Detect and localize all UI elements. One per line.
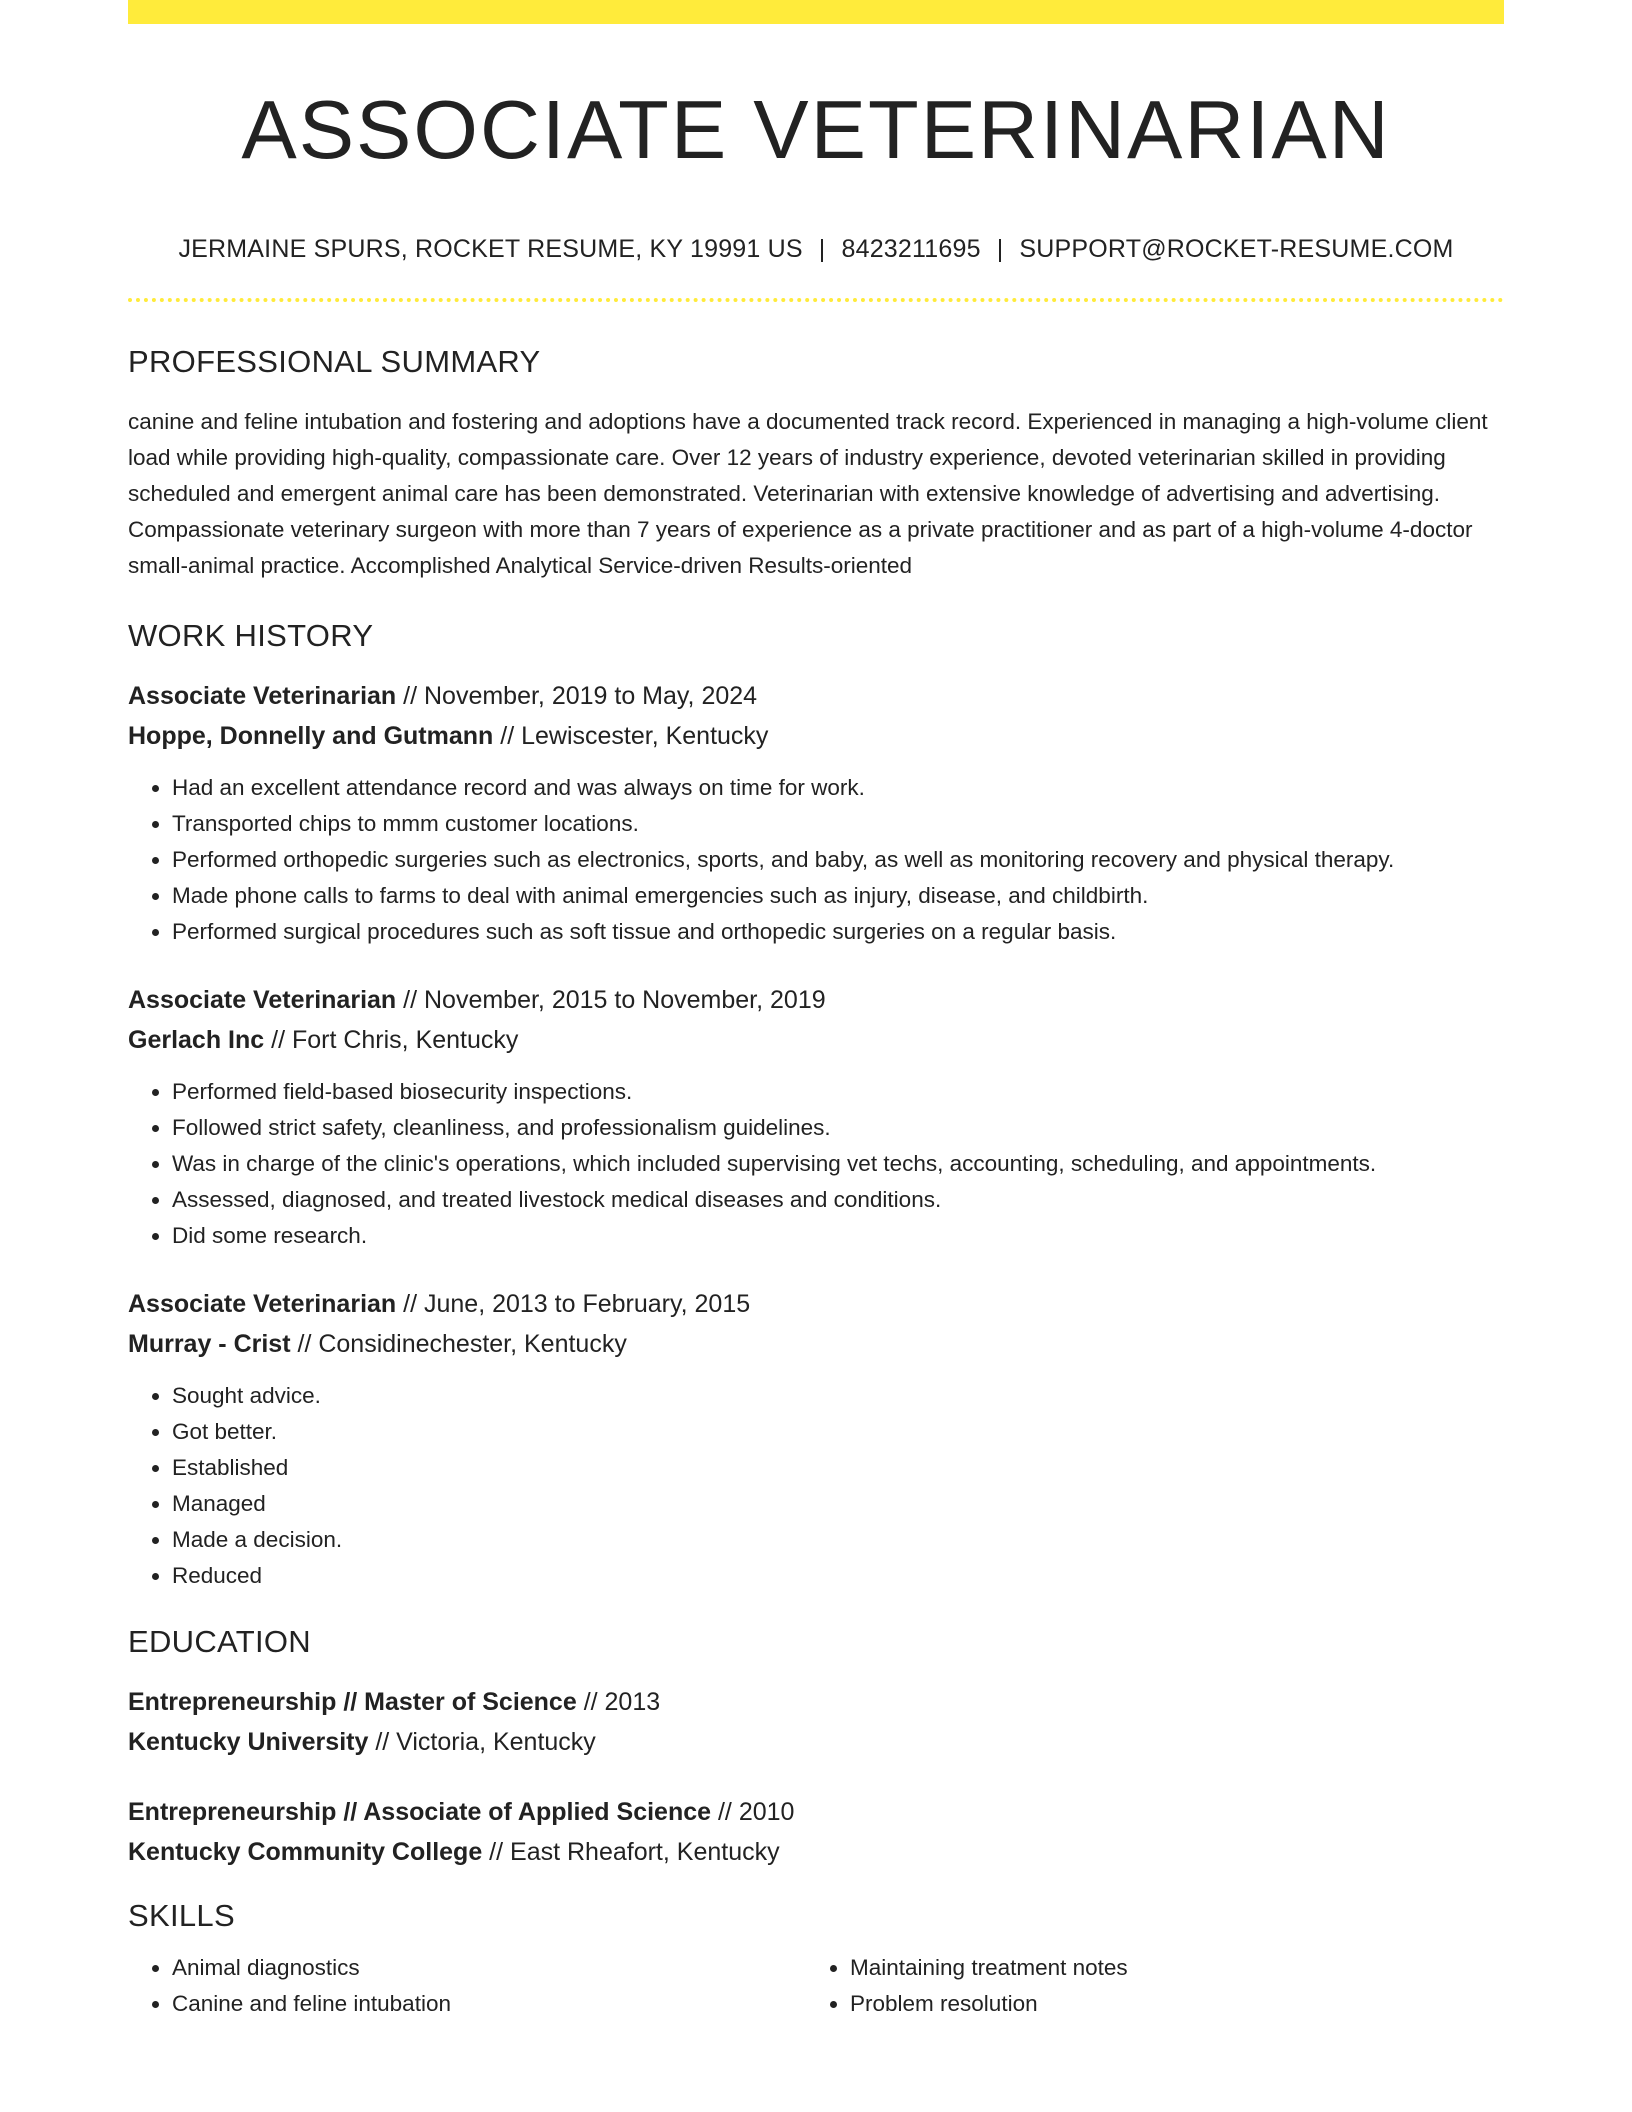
job-bullet: • Assessed, diagnosed, and treated livestock medical diseases and conditions.: [172, 1182, 1504, 1218]
job-company: Hoppe, Donnelly and Gutmann: [128, 722, 494, 751]
education-degree-line: [128, 1792, 1504, 1832]
skills-left-column: [128, 1950, 806, 2022]
job-location: // Lewiscester, Kentucky: [493, 722, 769, 751]
contact-phone: 8423211695: [841, 235, 981, 264]
education-year: // 2013: [576, 1688, 661, 1717]
job-bullet: • Reduced: [172, 1558, 1504, 1594]
job-dates: // June, 2013 to February, 2015: [396, 1290, 751, 1319]
job-title-line: [128, 676, 1504, 716]
job-entry: [128, 1284, 1504, 1594]
job-location: // Fort Chris, Kentucky: [264, 1026, 519, 1055]
skill-item: • Maintaining treatment notes: [850, 1950, 1484, 1986]
job-company: Gerlach Inc: [128, 1026, 265, 1055]
job-entry: [128, 980, 1504, 1254]
education-location: // East Rheafort, Kentucky: [482, 1838, 780, 1867]
job-company-line: [128, 716, 1504, 756]
job-bullet: • Was in charge of the clinic's operations, which included supervising vet techs, accounting, scheduling, and appointments.: [172, 1146, 1504, 1182]
job-title: Associate Veterinarian: [128, 1290, 397, 1319]
contact-line: [128, 235, 1504, 264]
job-location: // Considinechester, Kentucky: [290, 1330, 627, 1359]
job-title: Associate Veterinarian: [128, 682, 397, 711]
education-school: Kentucky Community College: [128, 1838, 483, 1867]
skills-columns: [128, 1944, 1504, 2022]
education-entry: [128, 1792, 1504, 1872]
job-bullet: • Followed strict safety, cleanliness, and professionalism guidelines.: [172, 1110, 1504, 1146]
education-school-line: [128, 1832, 1504, 1872]
skill-item: • Problem resolution: [850, 1986, 1484, 2022]
education-location: // Victoria, Kentucky: [368, 1728, 596, 1757]
job-bullet: • Performed surgical procedures such as soft tissue and orthopedic surgeries on a regular basis.: [172, 914, 1504, 950]
job-title-line: [128, 980, 1504, 1020]
education-school-line: [128, 1722, 1504, 1762]
summary-text: canine and feline intubation and fostering and adoptions have a documented track record. Experienced in managing a high-volume client load while providing high-quality, compassionate care. Over 12 years of industry experience, devoted veterinarian skilled in providing scheduled and emergent animal care has been demonstrated. Veterinarian with extensive knowledge of advertising and advertising. Compassionate veterinary surgeon with more than 7 years of experience as a private practitioner and as part of a high-volume 4-doctor small-animal practice. Accomplished Analytical Service-driven Results-oriented: [128, 409, 1488, 579]
education-heading: EDUCATION: [128, 1624, 311, 1660]
job-entry: [128, 676, 1504, 950]
job-company-line: [128, 1324, 1504, 1364]
accent-top-bar: [128, 0, 1504, 24]
job-bullet: • Got better.: [172, 1414, 1504, 1450]
job-title: Associate Veterinarian: [128, 986, 397, 1015]
contact-email[interactable]: SUPPORT@ROCKET-RESUME.COM: [1019, 235, 1454, 264]
job-bullet: • Performed field-based biosecurity inspections.: [172, 1074, 1504, 1110]
job-bullet: • Made a decision.: [172, 1522, 1504, 1558]
job-bullet: • Made phone calls to farms to deal with animal emergencies such as injury, disease, and childbirth.: [172, 878, 1504, 914]
dotted-divider: [128, 298, 1504, 302]
job-bullet: • Transported chips to mmm customer locations.: [172, 806, 1504, 842]
contact-separator: |: [818, 235, 826, 264]
job-company: Murray - Crist: [128, 1330, 291, 1359]
job-bullet: • Established: [172, 1450, 1504, 1486]
job-bullet: • Had an excellent attendance record and was always on time for work.: [172, 770, 1504, 806]
skill-item: • Animal diagnostics: [172, 1950, 806, 1986]
resume-title: ASSOCIATE VETERINARIAN: [241, 83, 1391, 176]
job-company-line: [128, 1020, 1504, 1060]
job-bullet: • Did some research.: [172, 1218, 1504, 1254]
job-bullets: [128, 1378, 1504, 1594]
work-history-heading: WORK HISTORY: [128, 618, 374, 654]
contact-separator: |: [996, 235, 1004, 264]
job-bullets: [128, 1074, 1504, 1254]
resume-page: [128, 0, 1504, 2022]
skills-heading: SKILLS: [128, 1898, 235, 1934]
job-dates: // November, 2019 to May, 2024: [396, 682, 758, 711]
job-bullets: [128, 770, 1504, 950]
contact-address: JERMAINE SPURS, ROCKET RESUME, KY 19991 US: [178, 235, 803, 264]
job-bullet: • Managed: [172, 1486, 1504, 1522]
skill-item: • Canine and feline intubation: [172, 1986, 806, 2022]
skills-right-column: [806, 1950, 1484, 2022]
job-title-line: [128, 1284, 1504, 1324]
education-school: Kentucky University: [128, 1728, 369, 1757]
job-bullet: • Sought advice.: [172, 1378, 1504, 1414]
education-degree: Entrepreneurship // Master of Science: [128, 1688, 577, 1717]
education-degree-line: [128, 1682, 1504, 1722]
education-degree: Entrepreneurship // Associate of Applied Science: [128, 1798, 712, 1827]
job-dates: // November, 2015 to November, 2019: [396, 986, 826, 1015]
education-entry: [128, 1682, 1504, 1762]
summary-heading: PROFESSIONAL SUMMARY: [128, 344, 541, 380]
job-bullet: • Performed orthopedic surgeries such as electronics, sports, and baby, as well as monitoring recovery and physical therapy.: [172, 842, 1504, 878]
education-year: // 2010: [711, 1798, 795, 1827]
